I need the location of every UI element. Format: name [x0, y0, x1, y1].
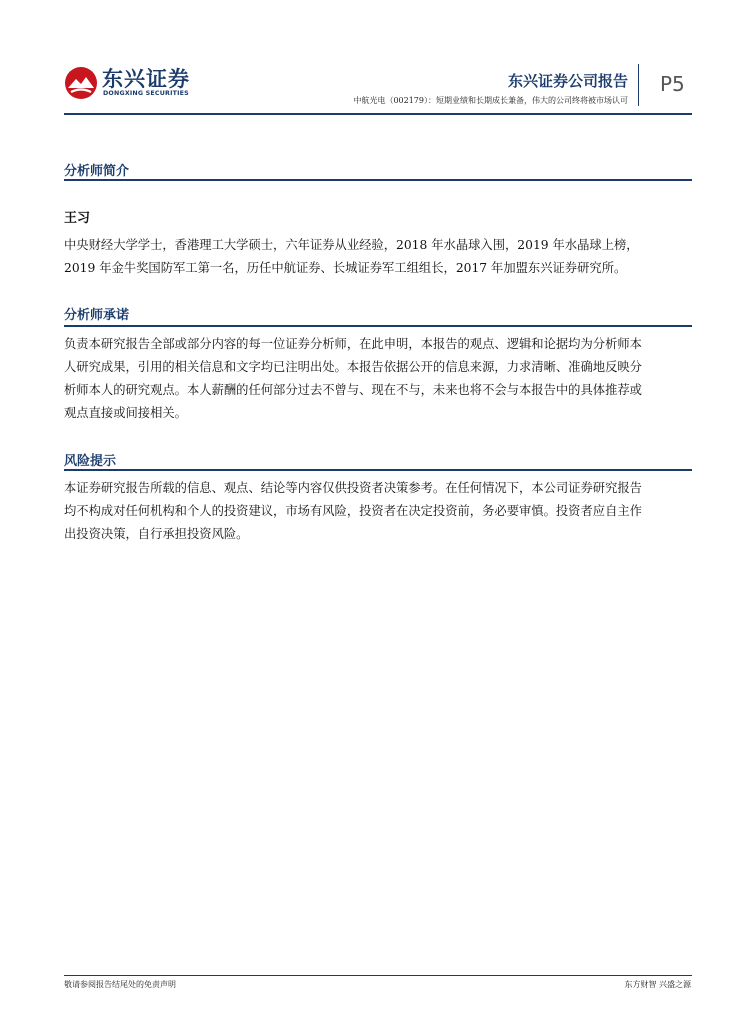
commitment-line: 观点直接或间接相关。: [64, 406, 187, 420]
report-subtitle: 中航光电（002179）：短期业绩和长期成长兼备，伟大的公司终将被市场认可: [353, 96, 628, 105]
risk-line: 均不构成对任何机构和个人的投资建议，市场有风险，投资者在决定投资前，务必要审慎。投资者应自主作: [64, 504, 642, 518]
dongxing-logo-icon: [64, 66, 98, 100]
commitment-text: [64, 333, 692, 425]
section-title-commitment: 分析师承诺: [64, 308, 130, 323]
header-rule: [64, 113, 692, 115]
section-rule-commitment: [64, 325, 692, 327]
section-rule-risk: [64, 469, 692, 471]
footer-disclaimer-note: 敬请参阅报告结尾处的免责声明: [64, 980, 176, 989]
risk-line: 本证券研究报告所载的信息、观点、结论等内容仅供投资者决策参考。在任何情况下，本公司证券研究报告: [64, 481, 642, 495]
report-title: 东兴证券公司报告: [507, 72, 628, 90]
section-rule-analyst-intro: [64, 179, 692, 181]
risk-text: [64, 477, 692, 546]
header-divider: [638, 64, 639, 106]
logo-english-name: DONGXING SECURITIES: [103, 90, 189, 97]
commitment-line: 负责本研究报告全部或部分内容的每一位证券分析师，在此申明，本报告的观点、逻辑和论据均为分析师本: [64, 337, 642, 351]
analyst-bio-line: 2019 年金牛奖国防军工第一名，历任中航证券、长城证券军工组组长，2017 年加盟东兴证券研究所。: [64, 261, 627, 275]
logo-chinese-name: 东兴证券: [102, 67, 190, 91]
section-title-analyst-intro: 分析师简介: [64, 164, 130, 179]
analyst-name: 王习: [64, 211, 91, 226]
commitment-line: 人研究成果，引用的相关信息和文字均已注明出处。本报告依据公开的信息来源，力求清晰、准确地反映分: [64, 360, 642, 374]
analyst-bio: [64, 234, 692, 280]
commitment-line: 析师本人的研究观点。本人薪酬的任何部分过去不曾与、现在不与，未来也将不会与本报告中的具体推荐或: [64, 383, 642, 397]
risk-line: 出投资决策，自行承担投资风险。: [64, 527, 249, 541]
section-title-risk: 风险提示: [64, 454, 117, 469]
footer-slogan: 东方财智 兴盛之源: [624, 980, 691, 989]
footer-rule: [64, 975, 692, 976]
analyst-bio-line: 中央财经大学学士，香港理工大学硕士，六年证券从业经验，2018 年水晶球入围，2019 年水晶球上榜，: [64, 238, 639, 252]
page-number: P5: [660, 72, 685, 96]
